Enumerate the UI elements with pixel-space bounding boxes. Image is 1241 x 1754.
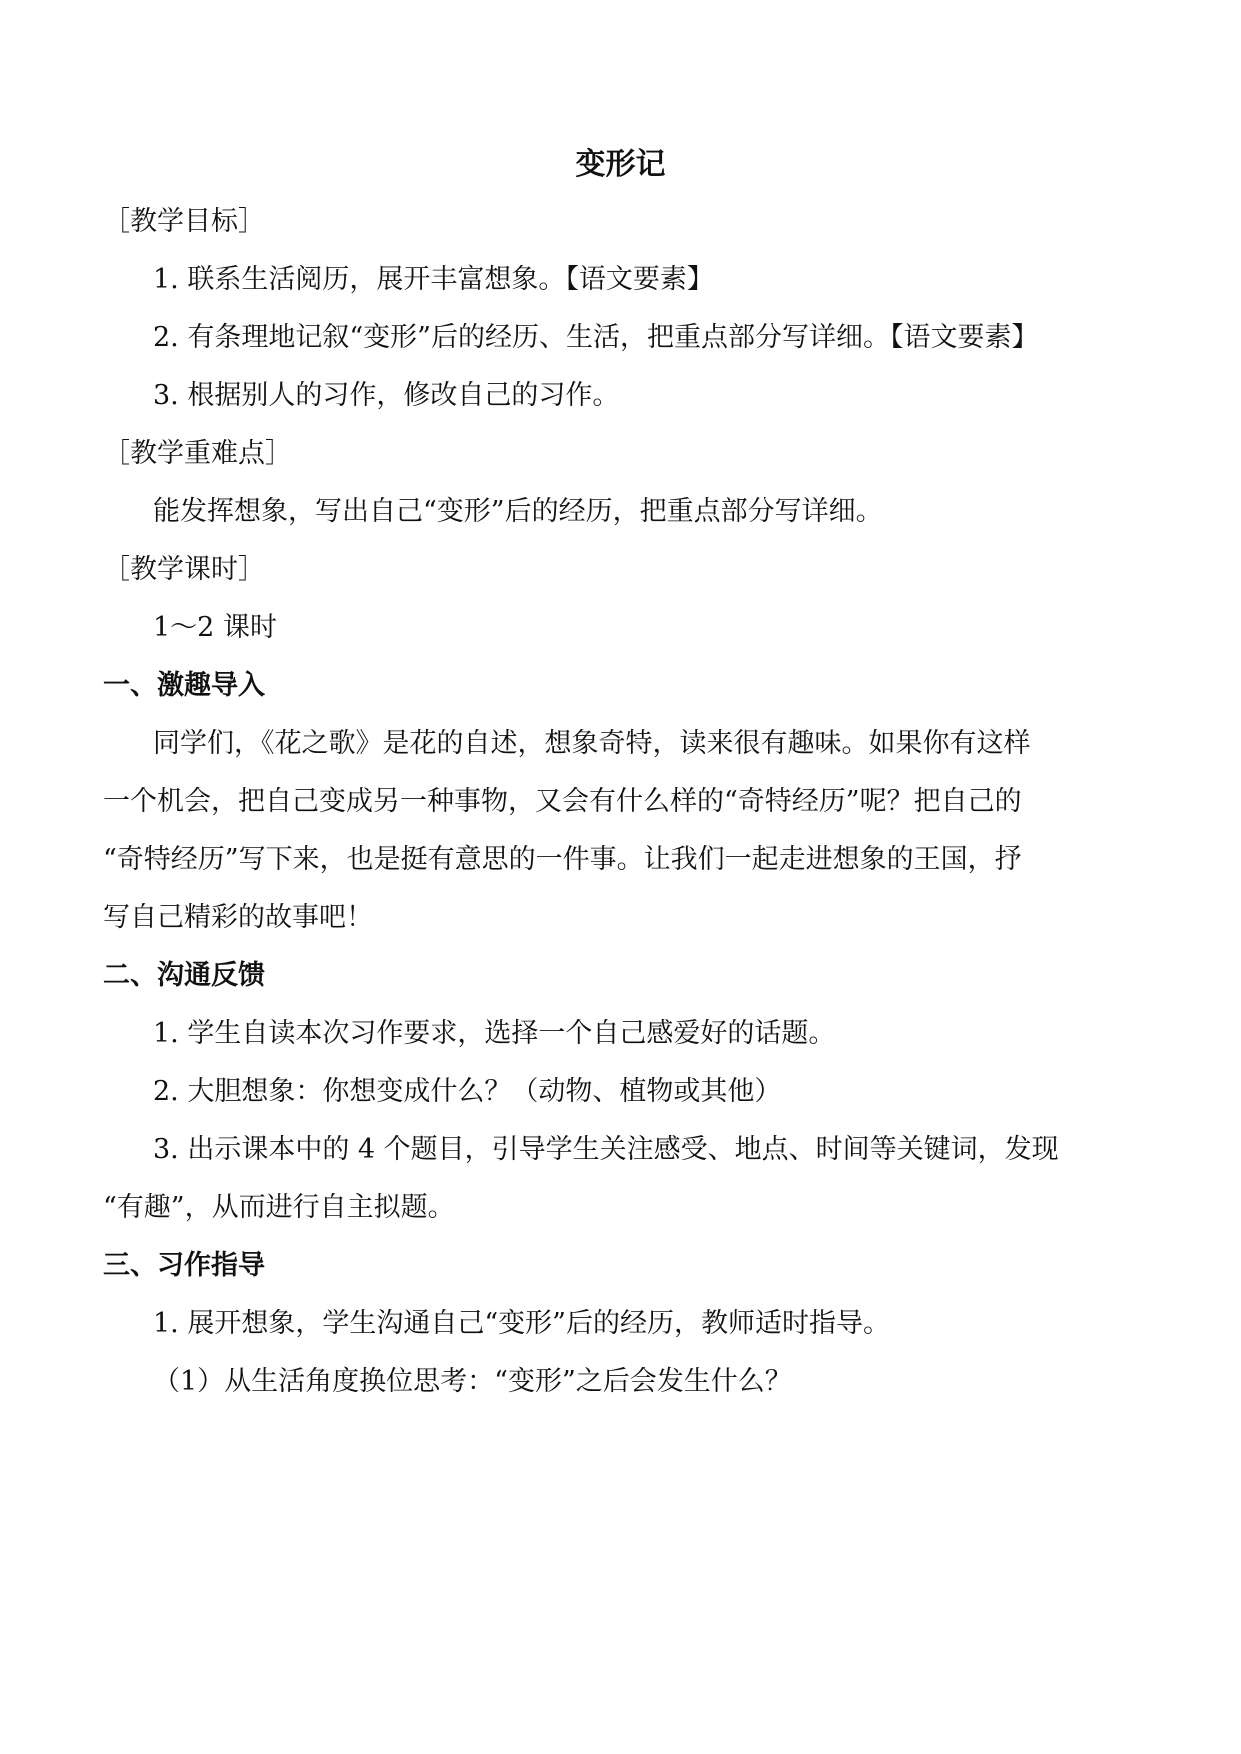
objective-item-1: 1. 联系生活阅历，展开丰富想象。【语文要素】 — [153, 264, 714, 295]
section2-heading: 二、沟通反馈 — [103, 960, 265, 991]
section1-line-3: “奇特经历”写下来，也是挺有意思的一件事。让我们一起走进想象的王国，抒 — [103, 844, 1022, 875]
section1-line-1: 同学们，《花之歌》是花的自述，想象奇特，读来很有趣味。如果你有这样 — [153, 728, 1031, 759]
objective-item-2: 2. 有条理地记叙“变形”后的经历、生活，把重点部分写详细。【语文要素】 — [153, 322, 1039, 353]
keypoints-heading: ［教学重难点］ — [103, 438, 292, 469]
objectives-heading: ［教学目标］ — [103, 206, 265, 237]
section3-line-2: （1）从生活角度换位思考：“变形”之后会发生什么？ — [153, 1366, 792, 1397]
section1-heading: 一、激趣导入 — [103, 670, 265, 701]
section1-line-4: 写自己精彩的故事吧！ — [103, 902, 373, 933]
objective-item-3: 3. 根据别人的习作，修改自己的习作。 — [153, 380, 620, 411]
hours-heading: ［教学课时］ — [103, 554, 265, 585]
section3-line-1: 1. 展开想象，学生沟通自己“变形”后的经历，教师适时指导。 — [153, 1308, 890, 1339]
keypoints-text: 能发挥想象，写出自己“变形”后的经历，把重点部分写详细。 — [153, 496, 883, 527]
hours-text: 1～2 课时 — [153, 612, 277, 643]
section2-line-2: 2. 大胆想象：你想变成什么？（动物、植物或其他） — [153, 1076, 782, 1107]
section2-line-1: 1. 学生自读本次习作要求，选择一个自己感爱好的话题。 — [153, 1018, 836, 1049]
section1-line-2: 一个机会，把自己变成另一种事物，又会有什么样的“奇特经历”呢？把自己的 — [103, 786, 1022, 817]
section2-line-3: 3. 出示课本中的 4 个题目，引导学生关注感受、地点、时间等关键词，发现 — [153, 1134, 1059, 1165]
section3-heading: 三、习作指导 — [103, 1250, 265, 1281]
section2-line-4: “有趣”，从而进行自主拟题。 — [103, 1192, 455, 1223]
document-title: 变形记 — [575, 147, 666, 182]
